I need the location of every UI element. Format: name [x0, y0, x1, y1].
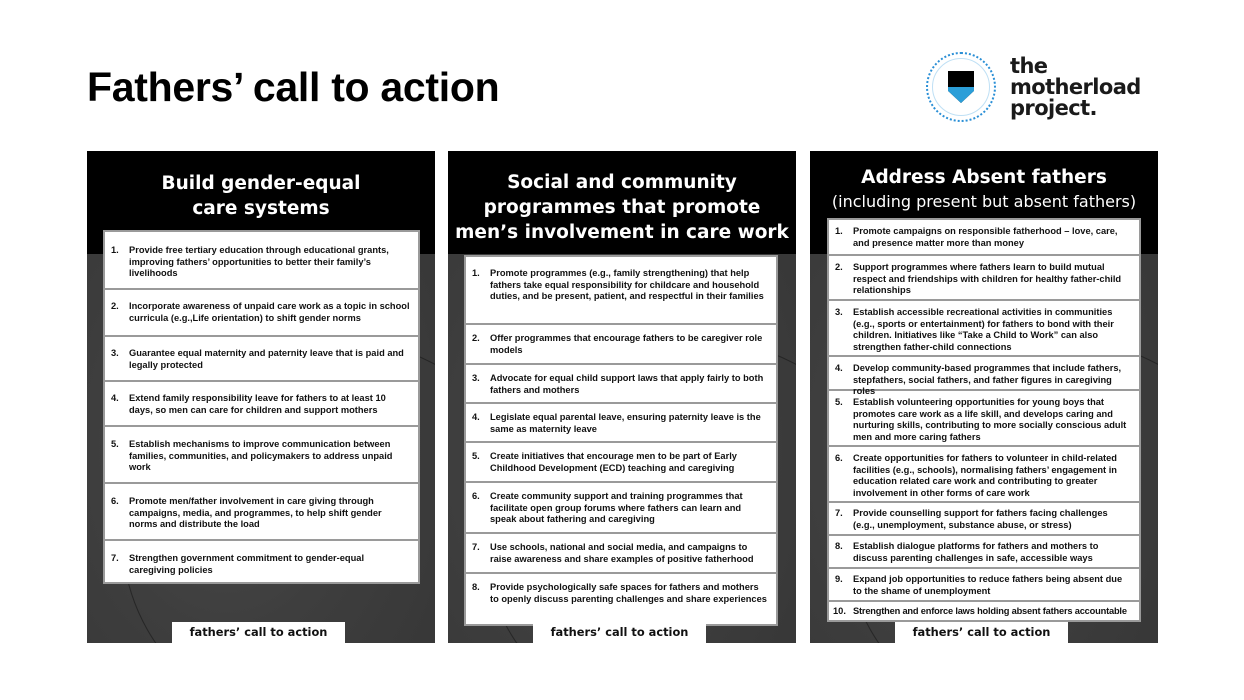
item-text: Establish accessible recreational activities in communities (e.g., sports or entertainment) for fathers to bond with their children. Initiatives like “Take a Child to Work” can also strengthen father-child connections: [853, 307, 1114, 352]
list-item: [105, 288, 418, 335]
item-number: 2.: [835, 262, 843, 272]
action-list: [827, 218, 1141, 622]
item-number: 6.: [472, 491, 480, 501]
item-text: Create opportunities for fathers to volunteer in child-related facilities (e.g., schools), normalising fathers’ engagement in education related care work and contributing to greater involvement in other forms of care work: [853, 453, 1117, 498]
item-number: 3.: [472, 373, 480, 383]
list-item: [105, 380, 418, 425]
list-item: [466, 441, 776, 481]
item-number: 2.: [111, 301, 119, 311]
item-number: 5.: [835, 397, 843, 407]
wordmark-line-3: project.: [1010, 95, 1097, 120]
item-number: 3.: [111, 348, 119, 358]
item-text: Provide free tertiary education through educational grants, improving fathers’ opportunities to better their family’s livelihoods: [129, 245, 389, 279]
list-item: [105, 232, 418, 288]
page-title: Fathers’ call to action: [87, 64, 500, 110]
item-number: 6.: [835, 453, 843, 463]
list-item: [466, 481, 776, 532]
item-text: Advocate for equal child support laws that apply fairly to both fathers and mothers: [490, 373, 764, 395]
logo: [926, 48, 1141, 126]
list-item: [105, 425, 418, 482]
item-text: Promote programmes (e.g., family strengthening) that help fathers take equal responsibility for childcare and household duties, and be present, patient, and respectful in their families: [490, 268, 764, 302]
item-text: Provide counselling support for fathers facing challenges (e.g., unemployment, substance abuse, or stress): [853, 508, 1108, 530]
item-number: 5.: [472, 451, 480, 461]
wordmark-line-1: the: [1010, 53, 1048, 78]
item-number: 4.: [472, 412, 480, 422]
item-text: Legislate equal parental leave, ensuring paternity leave is the same as maternity leave: [490, 412, 761, 434]
item-number: 4.: [835, 363, 843, 373]
item-number: 7.: [472, 542, 480, 552]
item-number: 8.: [835, 541, 843, 551]
list-item: [829, 600, 1139, 620]
item-text: Guarantee equal maternity and paternity leave that is paid and legally protected: [129, 348, 404, 370]
footer-label: fathers’ call to action: [533, 622, 706, 643]
item-number: 1.: [111, 245, 119, 255]
item-text: Incorporate awareness of unpaid care work as a topic in school curricula (e.g.,Life orientation) to shift gender norms: [129, 301, 410, 323]
item-text: Create community support and training programmes that facilitate open group forums where fathers can learn and speak about fathering and caregiving: [490, 491, 743, 525]
list-item: [466, 572, 776, 624]
list-item: [105, 335, 418, 380]
panel-title-line: programmes that promote: [483, 197, 761, 218]
list-item: [829, 389, 1139, 445]
panel-title-line: care systems: [192, 198, 330, 219]
list-item: [829, 534, 1139, 567]
list-item: [105, 482, 418, 539]
item-text: Support programmes where fathers learn to build mutual respect and friendships with children for healthy father-child relationships: [853, 262, 1122, 296]
panel-title-line: men’s involvement in care work: [455, 222, 789, 243]
list-item: [829, 355, 1139, 397]
panel-title-line: Address Absent fathers: [861, 167, 1107, 188]
item-text: Provide psychologically safe spaces for fathers and mothers to openly discuss parenting challenges and share experiences: [490, 582, 767, 604]
list-item: [829, 299, 1139, 355]
item-number: 1.: [472, 268, 480, 278]
item-text: Use schools, national and social media, and campaigns to raise awareness and share examples of positive fatherhood: [490, 542, 754, 564]
wordmark-line-2: motherload: [1010, 74, 1141, 99]
list-item: [466, 257, 776, 323]
motherload-project-wordmark: [1010, 53, 1141, 120]
item-text: Offer programmes that encourage fathers to be caregiver role models: [490, 333, 763, 355]
item-number: 3.: [835, 307, 843, 317]
item-text: Strengthen and enforce laws holding absent fathers accountable: [853, 606, 1127, 616]
item-text: Develop community-based programmes that include fathers, stepfathers, social fathers, and father figures in caregiving roles: [853, 363, 1122, 397]
panel-subtitle: (including present but absent fathers): [831, 192, 1137, 211]
item-number: 8.: [472, 582, 480, 592]
list-item: [466, 402, 776, 441]
item-text: Establish volunteering opportunities for young boys that promotes care work as a life skill, and develops caring and nurturing skills, contributing to more socially conscious adult men and more caring fathers: [853, 397, 1127, 442]
item-number: 10.: [833, 606, 846, 616]
list-item: [829, 567, 1139, 600]
item-number: 7.: [111, 553, 119, 563]
panel-header: [448, 151, 796, 254]
panel-address-absent-fathers: [810, 151, 1158, 643]
item-number: 2.: [472, 333, 480, 343]
item-text: Establish dialogue platforms for fathers and mothers to discuss parenting challenges in safe, accessible ways: [853, 541, 1099, 563]
uct-crest-icon: [926, 52, 996, 122]
item-text: Expand job opportunities to reduce fathers being absent due to the shame of unemployment: [853, 574, 1123, 596]
list-item: [466, 323, 776, 363]
item-number: 4.: [111, 393, 119, 403]
item-text: Create initiatives that encourage men to be part of Early Childhood Development (ECD) teaching and caregiving: [490, 451, 737, 473]
list-item: [466, 532, 776, 572]
item-text: Strengthen government commitment to gender-equal caregiving policies: [129, 553, 365, 575]
list-item: [105, 539, 418, 582]
item-number: 5.: [111, 439, 119, 449]
item-text: Promote campaigns on responsible fatherhood – love, care, and presence matter more than money: [853, 226, 1118, 248]
item-number: 1.: [835, 226, 843, 236]
action-list: [464, 255, 778, 626]
footer-label: fathers’ call to action: [172, 622, 345, 643]
footer-label: fathers’ call to action: [895, 622, 1068, 643]
list-item: [829, 445, 1139, 501]
list-item: [829, 220, 1139, 254]
item-number: 9.: [835, 574, 843, 584]
item-text: Extend family responsibility leave for fathers to at least 10 days, so men can care for children and support mothers: [129, 393, 386, 415]
item-text: Establish mechanisms to improve communication between families, communities, and policymakers to address unpaid work: [129, 439, 393, 473]
item-number: 7.: [835, 508, 843, 518]
list-item: [829, 254, 1139, 299]
panel-social-community-programmes: [448, 151, 796, 643]
list-item: [466, 363, 776, 402]
action-list: [103, 230, 420, 584]
panel-title-line: Social and community: [507, 172, 737, 193]
panel-gender-equal-care: [87, 151, 435, 643]
item-number: 6.: [111, 496, 119, 506]
item-text: Promote men/father involvement in care giving through campaigns, media, and programmes, to help shift gender norms and distribute the load: [129, 496, 382, 530]
list-item: [829, 501, 1139, 534]
panel-title-line: Build gender-equal: [161, 173, 361, 194]
